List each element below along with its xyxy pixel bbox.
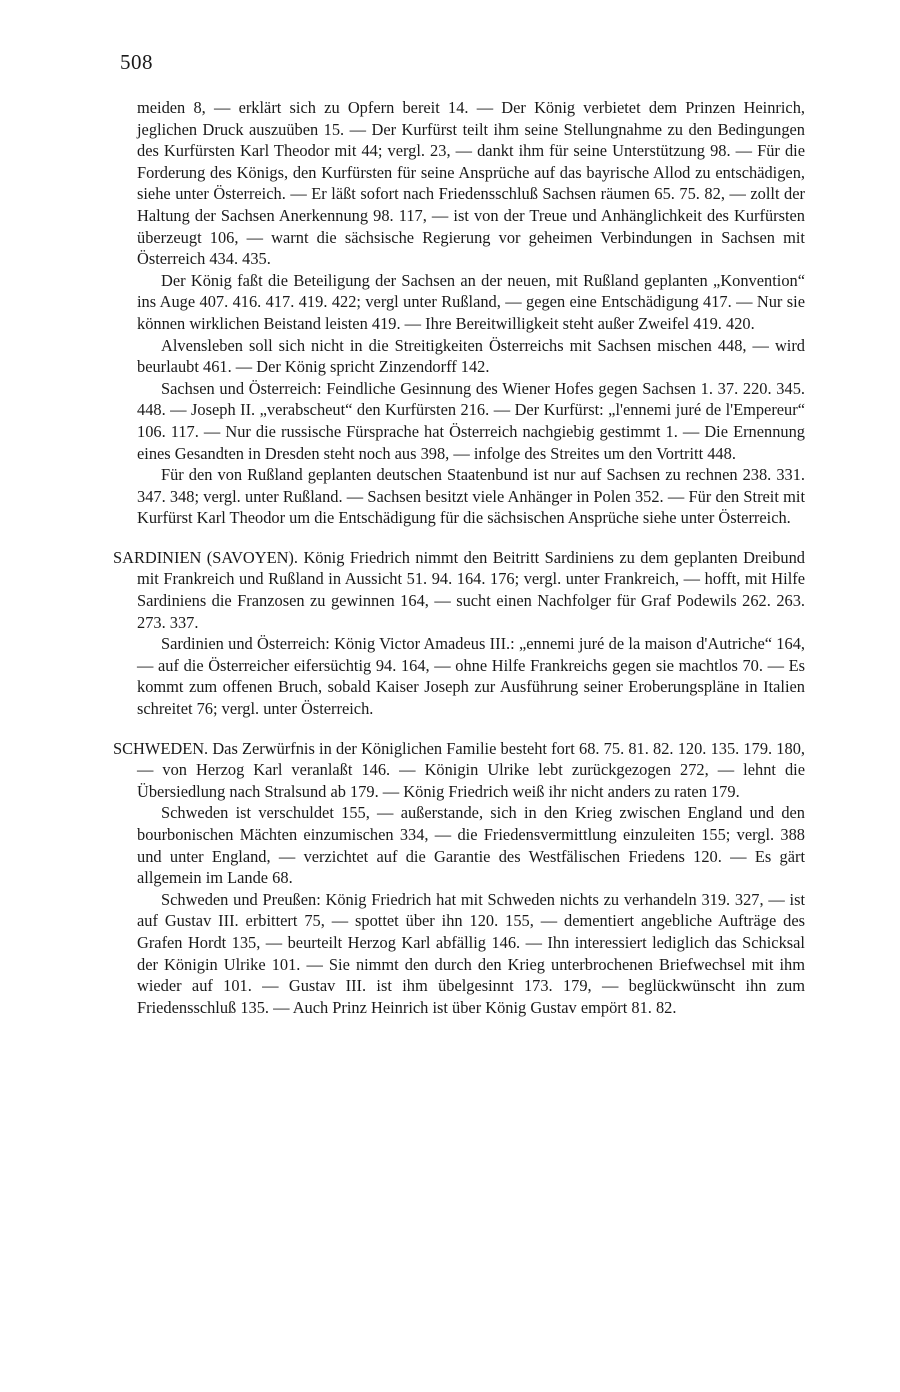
index-entry-schweden xyxy=(113,738,805,1019)
index-text xyxy=(113,97,805,1036)
entry-paragraph: Alvensleben soll sich nicht in die Streitigkeiten Österreichs mit Sachsen mischen 448, — wird beurlaubt 461. — Der König spricht Zinzendorff 142. xyxy=(137,335,805,377)
entry-paragraph: Schweden und Preußen: König Friedrich hat mit Schweden nichts zu verhandeln 319. 327, — ist auf Gustav III. erbittert 75, — spottet über ihn 120. 155, — dementiert angebliche Aufträge des Grafen Hordt 135, — beurteilt Herzog Karl abfällig 146. — Ihn interessiert lediglich das Schicksal der Königin Ulrike 101. — Sie nimmt den durch den Krieg unterbrochenen Briefwechsel mit ihm wieder auf 101. — Gustav III. ist ihm übelgesinnt 173. 179, — beglückwünscht ihn zum Friedensschluß 135. — Auch Prinz Heinrich ist über König Gustav empört 81. 82. xyxy=(137,889,805,1017)
entry-paragraph: Sachsen und Österreich: Feindliche Gesinnung des Wiener Hofes gegen Sachsen 1. 37. 220. 345. 448. — Joseph II. „verabscheut“ den Kurfürsten 216. — Der Kurfürst: „l'ennemi juré de l'Empereur“ 106. 117. — Nur die russische Fürsprache hat Österreich nachgiebig gestimmt 1. — Die Ernennung eines Gesandten in Dresden steht noch aus 398, — infolge des Streites um den Vortritt 448. xyxy=(137,378,805,463)
entry-heading-paragraph: SCHWEDEN. Das Zerwürfnis in der Königlichen Familie besteht fort 68. 75. 81. 82. 120. 135. 179. 180, — von Herzog Karl veranlaßt 146. — Königin Ulrike lebt zurückgezogen 272, — lehnt die Übersiedlung nach Stralsund ab 179. — König Friedrich weiß ihr nicht anders zu raten 179. xyxy=(113,738,805,801)
index-entry-sachsen-continued xyxy=(113,97,805,529)
entry-heading-paragraph: SARDINIEN (SAVOYEN). König Friedrich nimmt den Beitritt Sardiniens zu dem geplanten Dreibund mit Frankreich und Rußland in Aussicht 51. 94. 164. 176; vergl. unter Frankreich, — hofft, mit Hilfe Sardiniens die Franzosen zu gewinnen 164, — sucht einen Nachfolger für Graf Podewils 262. 263. 273. 337. xyxy=(113,547,805,632)
entry-paragraph: Für den von Rußland geplanten deutschen Staatenbund ist nur auf Sachsen zu rechnen 238. 331. 347. 348; vergl. unter Rußland. — Sachsen besitzt viele Anhänger in Polen 352. — Für den Streit mit Kurfürst Karl Theodor um die Entschädigung für die sächsischen Ansprüche siehe unter Österreich. xyxy=(137,465,805,528)
page-number: 508 xyxy=(120,50,153,74)
index-entry-sardinien xyxy=(113,547,805,720)
entry-paragraph: Der König faßt die Beteiligung der Sachsen an der neuen, mit Rußland geplanten „Konvention“ ins Auge 407. 416. 417. 419. 422; vergl unter Rußland, — gegen eine Entschädigung 417. — Nur sie können wirklichen Beistand leisten 419. — Ihre Bereitwilligkeit steht außer Zweifel 419. 420. xyxy=(137,270,805,333)
entry-paragraph: Schweden ist verschuldet 155, — außerstande, sich in den Krieg zwischen England und den bourbonischen Mächten einzumischen 334, — die Friedensvermittlung einzuleiten 155; vergl. 388 und unter England, — verzichtet auf die Garantie des Westfälischen Friedens 120. — Es gärt allgemein im Lande 68. xyxy=(137,803,805,888)
entry-paragraph: Sardinien und Österreich: König Victor Amadeus III.: „ennemi juré de la maison d'Autriche“ 164, — auf die Österreicher eifersüchtig 94. 164, — ohne Hilfe Frankreichs gegen sie machtlos 70. — Es kommt zum offenen Bruch, sobald Kaiser Joseph zur Ausführung seiner Eroberungspläne in Italien schreitet 76; vergl. unter Österreich. xyxy=(137,634,805,719)
entry-paragraph: meiden 8, — erklärt sich zu Opfern bereit 14. — Der König verbietet dem Prinzen Heinrich, jeglichen Druck auszuüben 15. — Der Kurfürst teilt ihm seine Stellungnahme zu den Bedingungen des Kurfürsten Karl Theodor mit 44; vergl. 23, — dankt ihm für seine Unterstützung 98. — Für die Forderung des Königs, den Kurfürsten für seine Ansprüche auf das bayrische Allod zu entschädigen, siehe unter Österreich. — Er läßt sofort nach Friedensschluß Sachsen räumen 65. 75. 82, — zollt der Haltung der Sachsen Anerkennung 98. 117, — ist von der Treue und Anhänglichkeit des Kurfürsten überzeugt 106, — warnt die sächsische Regierung vor geheimen Verbindungen in Sachsen mit Österreich 434. 435. xyxy=(137,98,805,269)
